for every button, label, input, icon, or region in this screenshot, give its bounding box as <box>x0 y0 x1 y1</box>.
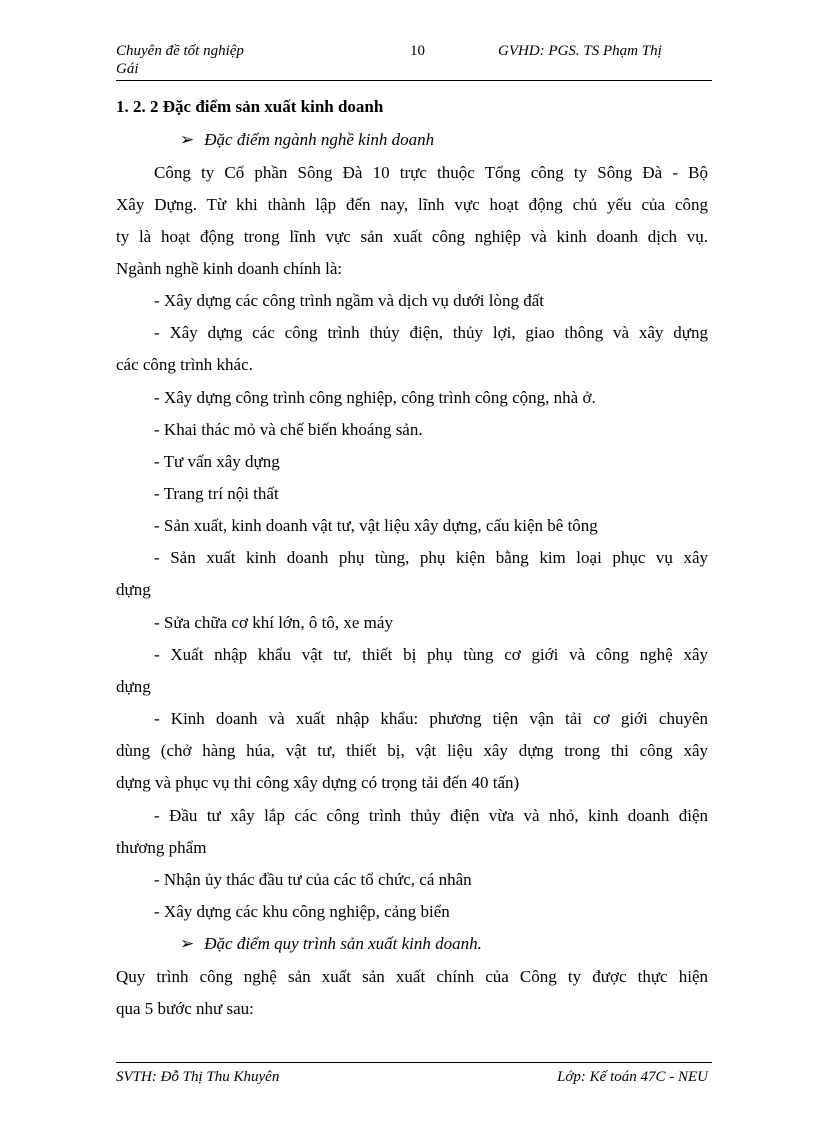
bullet-business-lines-text: Đặc điểm ngành nghề kinh doanh <box>204 130 435 149</box>
header-title: Chuyên đề tốt nghiệp <box>116 43 244 59</box>
list-item-continued: thương phẩm <box>116 838 207 857</box>
list-item: - Đầu tư xây lắp các công trình thủy điện vừa và nhỏ, kinh doanh điện <box>154 806 708 825</box>
list-item-continued: dựng và phục vụ thi công xây dựng có trọng tải đến 40 tấn) <box>116 773 520 792</box>
list-item-continued: dựng <box>116 580 151 599</box>
bullet-production-process-text: Đặc điểm quy trình sản xuất kinh doanh. <box>204 934 482 953</box>
list-item: - Kinh doanh và xuất nhập khẩu: phương tiện vận tải cơ giới chuyên <box>154 709 708 728</box>
para1-line: Xây Dựng. Từ khi thành lập đến nay, lĩnh vực hoạt động chủ yếu của công <box>116 195 708 214</box>
footer-class: Lớp: Kế toán 47C - NEU <box>557 1069 708 1085</box>
para1-line: Công ty Cổ phần Sông Đà 10 trực thuộc Tổng công ty Sông Đà - Bộ <box>154 163 708 182</box>
list-item: - Xây dựng các khu công nghiệp, cảng biển <box>154 902 450 921</box>
para2-line: Quy trình công nghệ sản xuất sản xuất chính của Công ty được thực hiện <box>116 967 708 986</box>
bullet-business-lines <box>180 130 434 150</box>
list-item: - Nhận ủy thác đầu tư của các tổ chức, cá nhân <box>154 870 472 889</box>
list-item: - Xuất nhập khẩu vật tư, thiết bị phụ tùng cơ giới và công nghệ xây <box>154 645 708 664</box>
list-item-continued: dựng <box>116 677 151 696</box>
para1-line: Ngành nghề kinh doanh chính là: <box>116 259 343 278</box>
arrow-bullet-icon: ➢ <box>180 130 195 149</box>
para2-line: qua 5 bước như sau: <box>116 999 254 1018</box>
section-heading: 1. 2. 2 Đặc điểm sản xuất kinh doanh <box>116 97 384 116</box>
list-item: - Xây dựng công trình công nghiệp, công trình công cộng, nhà ở. <box>154 388 596 407</box>
arrow-bullet-icon: ➢ <box>180 934 195 953</box>
list-item: - Tư vấn xây dựng <box>154 452 280 471</box>
list-item-continued: dùng (chở hàng húa, vật tư, thiết bị, vật liệu xây dựng trong thi công xây <box>116 741 708 760</box>
list-item-continued: các công trình khác. <box>116 355 253 374</box>
para1-line: ty là hoạt động trong lĩnh vực sản xuất công nghiệp và kinh doanh dịch vụ. <box>116 227 708 246</box>
list-item: - Khai thác mỏ và chế biến khoáng sản. <box>154 420 423 439</box>
footer-student: SVTH: Đỗ Thị Thu Khuyên <box>116 1069 280 1085</box>
header-rule <box>116 80 712 81</box>
list-item: - Sửa chữa cơ khí lớn, ô tô, xe máy <box>154 613 393 632</box>
bullet-production-process <box>180 934 482 954</box>
list-item: - Sản xuất kinh doanh phụ tùng, phụ kiện bằng kim loại phục vụ xây <box>154 548 708 567</box>
footer-rule <box>116 1062 712 1063</box>
header-title-continued: Gái <box>116 61 139 77</box>
list-item: - Xây dựng các công trình thủy điện, thủy lợi, giao thông và xây dựng <box>154 323 708 342</box>
list-item: - Trang trí nội thất <box>154 484 279 503</box>
header-advisor: GVHD: PGS. TS Phạm Thị <box>498 43 662 59</box>
list-item: - Sản xuất, kinh doanh vật tư, vật liệu xây dựng, cấu kiện bê tông <box>154 516 598 535</box>
page-number: 10 <box>410 43 425 59</box>
list-item: - Xây dựng các công trình ngầm và dịch vụ dưới lòng đất <box>154 291 544 310</box>
